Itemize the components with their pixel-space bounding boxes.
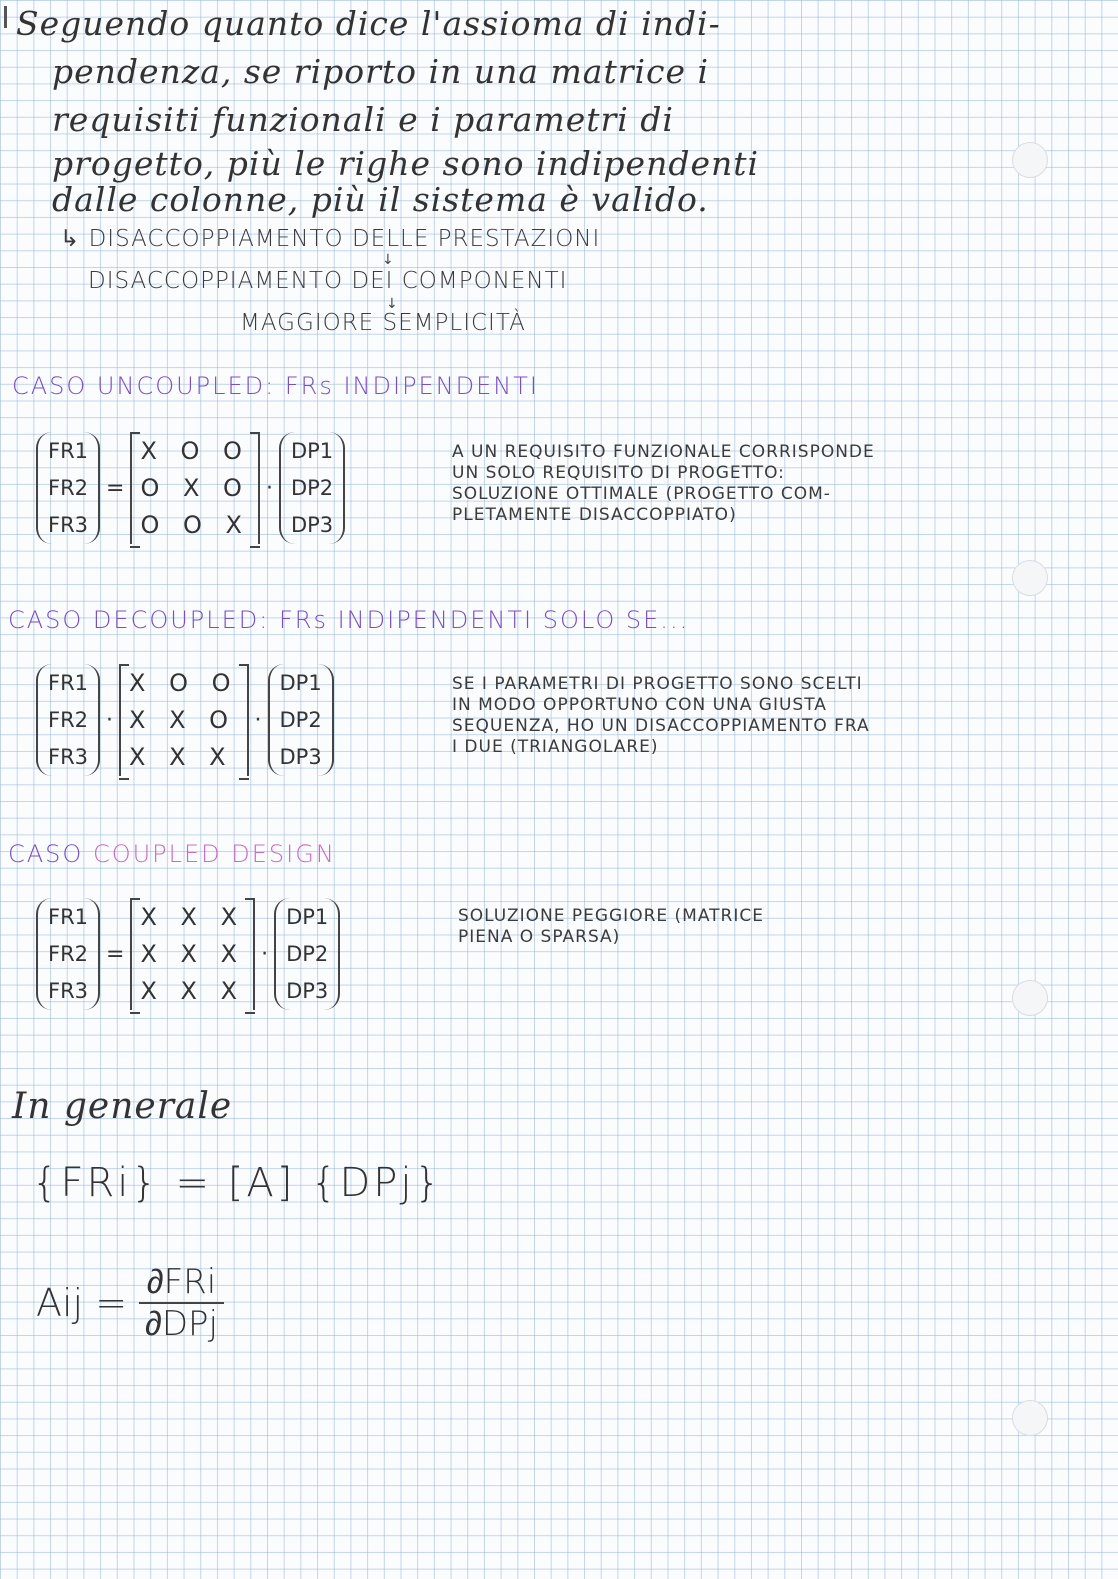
fr-entry: FR1 [48, 439, 89, 463]
dp-entry: DP2 [279, 708, 322, 732]
chain-line-1: ↳ DISACCOPPIAMENTO DELLE PRESTAZIONI [60, 226, 601, 252]
matrix-element-lhs: Aij = [36, 1281, 128, 1325]
note-line: PIENA O SPARSA) [458, 927, 621, 947]
dp-entry: DP2 [286, 942, 329, 966]
dp-entry: DP1 [290, 439, 334, 463]
product-dot: · [254, 707, 262, 733]
punch-hole [1012, 980, 1048, 1016]
dp-entry: DP3 [286, 979, 329, 1003]
intro-line-4: progetto, più le righe sono indipendenti [52, 144, 760, 183]
fr-entry: FR1 [48, 671, 89, 695]
matrix-row: X X X [140, 903, 246, 931]
punch-hole [1012, 560, 1048, 596]
matrix-row: O O X [140, 511, 250, 539]
note-coupled [458, 906, 764, 948]
dp-entry: DP1 [286, 905, 329, 929]
fr-entry: FR2 [48, 476, 89, 500]
derivative-formula [36, 1262, 226, 1344]
general-title: In generale [12, 1086, 233, 1127]
fr-entry: FR2 [48, 942, 89, 966]
product-dot: · [106, 707, 114, 733]
fraction-numerator: ∂FRi [139, 1262, 224, 1304]
fr-vector [36, 432, 100, 544]
chain-line-3: MAGGIORE SEMPLICITÀ [240, 310, 526, 336]
intro-line-2: pendenza, se riporto in una matrice i [52, 52, 710, 91]
fraction-denominator: ∂DPj [145, 1304, 218, 1344]
note-uncoupled [452, 442, 875, 526]
product-dot: · [265, 475, 273, 501]
fr-vector [36, 664, 100, 776]
equals-sign: = [106, 941, 125, 967]
punch-hole [1012, 1400, 1048, 1436]
fr-entry: FR2 [48, 708, 89, 732]
note-line: SEQUENZA, HO UN DISACCOPPIAMENTO FRA [452, 716, 870, 736]
heading-decoupled: CASO DECOUPLED: FRs INDIPENDENTI SOLO SE... [8, 606, 690, 634]
fraction [137, 1262, 226, 1344]
equals-sign: = [106, 475, 125, 501]
intro-line-3: requisiti funzionali e i parametri di [52, 100, 674, 139]
dp-entry: DP1 [279, 671, 322, 695]
note-line: A UN REQUISITO FUNZIONALE CORRISPONDE [452, 442, 875, 462]
dp-vector [274, 898, 340, 1010]
matrix-row: X X X [129, 743, 234, 771]
fr-vector [36, 898, 100, 1010]
down-arrow-icon: ↓ [382, 252, 394, 268]
margin-mark [4, 6, 7, 28]
note-decoupled [452, 674, 870, 758]
fr-entry: FR3 [48, 979, 89, 1003]
dp-entry: DP3 [279, 745, 322, 769]
general-formula: {FRi} = [A] {DPj} [32, 1160, 443, 1206]
note-line: IN MODO OPPORTUNO CON UNA GIUSTA [452, 695, 827, 715]
heading-coupled [8, 840, 336, 868]
note-line: SE I PARAMETRI DI PROGETTO SONO SCELTI [452, 674, 863, 694]
heading-coupled-prefix: CASO [8, 840, 84, 868]
fr-entry: FR3 [48, 513, 89, 537]
intro-line-1: Seguendo quanto dice l'assioma di indi- [16, 4, 721, 43]
note-line: PLETAMENTE DISACCOPPIATO) [452, 505, 737, 525]
matrix-row: X X X [140, 977, 246, 1005]
fr-entry: FR1 [48, 905, 89, 929]
matrix-row: O X O [140, 474, 250, 502]
fr-entry: FR3 [48, 745, 89, 769]
dp-vector [279, 432, 345, 544]
matrix-row: X O O [129, 669, 239, 697]
heading-coupled-title: COUPLED DESIGN [92, 840, 336, 868]
matrix-equation-uncoupled [36, 432, 345, 544]
note-line: I DUE (TRIANGOLARE) [452, 737, 659, 757]
matrix-equation-coupled [36, 898, 340, 1010]
chain-line-2: DISACCOPPIAMENTO DEI COMPONENTI [88, 268, 568, 294]
punch-hole [1012, 142, 1048, 178]
dp-entry: DP2 [290, 476, 334, 500]
down-arrow-icon: ↓ [386, 296, 398, 312]
design-matrix [119, 664, 248, 776]
dp-entry: DP3 [290, 513, 334, 537]
matrix-equation-decoupled [36, 664, 334, 776]
note-line: SOLUZIONE PEGGIORE (MATRICE [458, 906, 764, 926]
design-matrix [130, 898, 255, 1010]
matrix-row: X X O [129, 706, 237, 734]
note-line: SOLUZIONE OTTIMALE (PROGETTO COM- [452, 484, 831, 504]
note-line: UN SOLO REQUISITO DI PROGETTO: [452, 463, 785, 483]
heading-uncoupled: CASO UNCOUPLED: FRs INDIPENDENTI [12, 372, 539, 400]
design-matrix [130, 432, 259, 544]
matrix-row: X X X [140, 940, 246, 968]
intro-line-5: dalle colonne, più il sistema è valido. [52, 180, 709, 219]
product-dot: · [261, 941, 269, 967]
dp-vector [268, 664, 334, 776]
matrix-row: X O O [140, 437, 250, 465]
